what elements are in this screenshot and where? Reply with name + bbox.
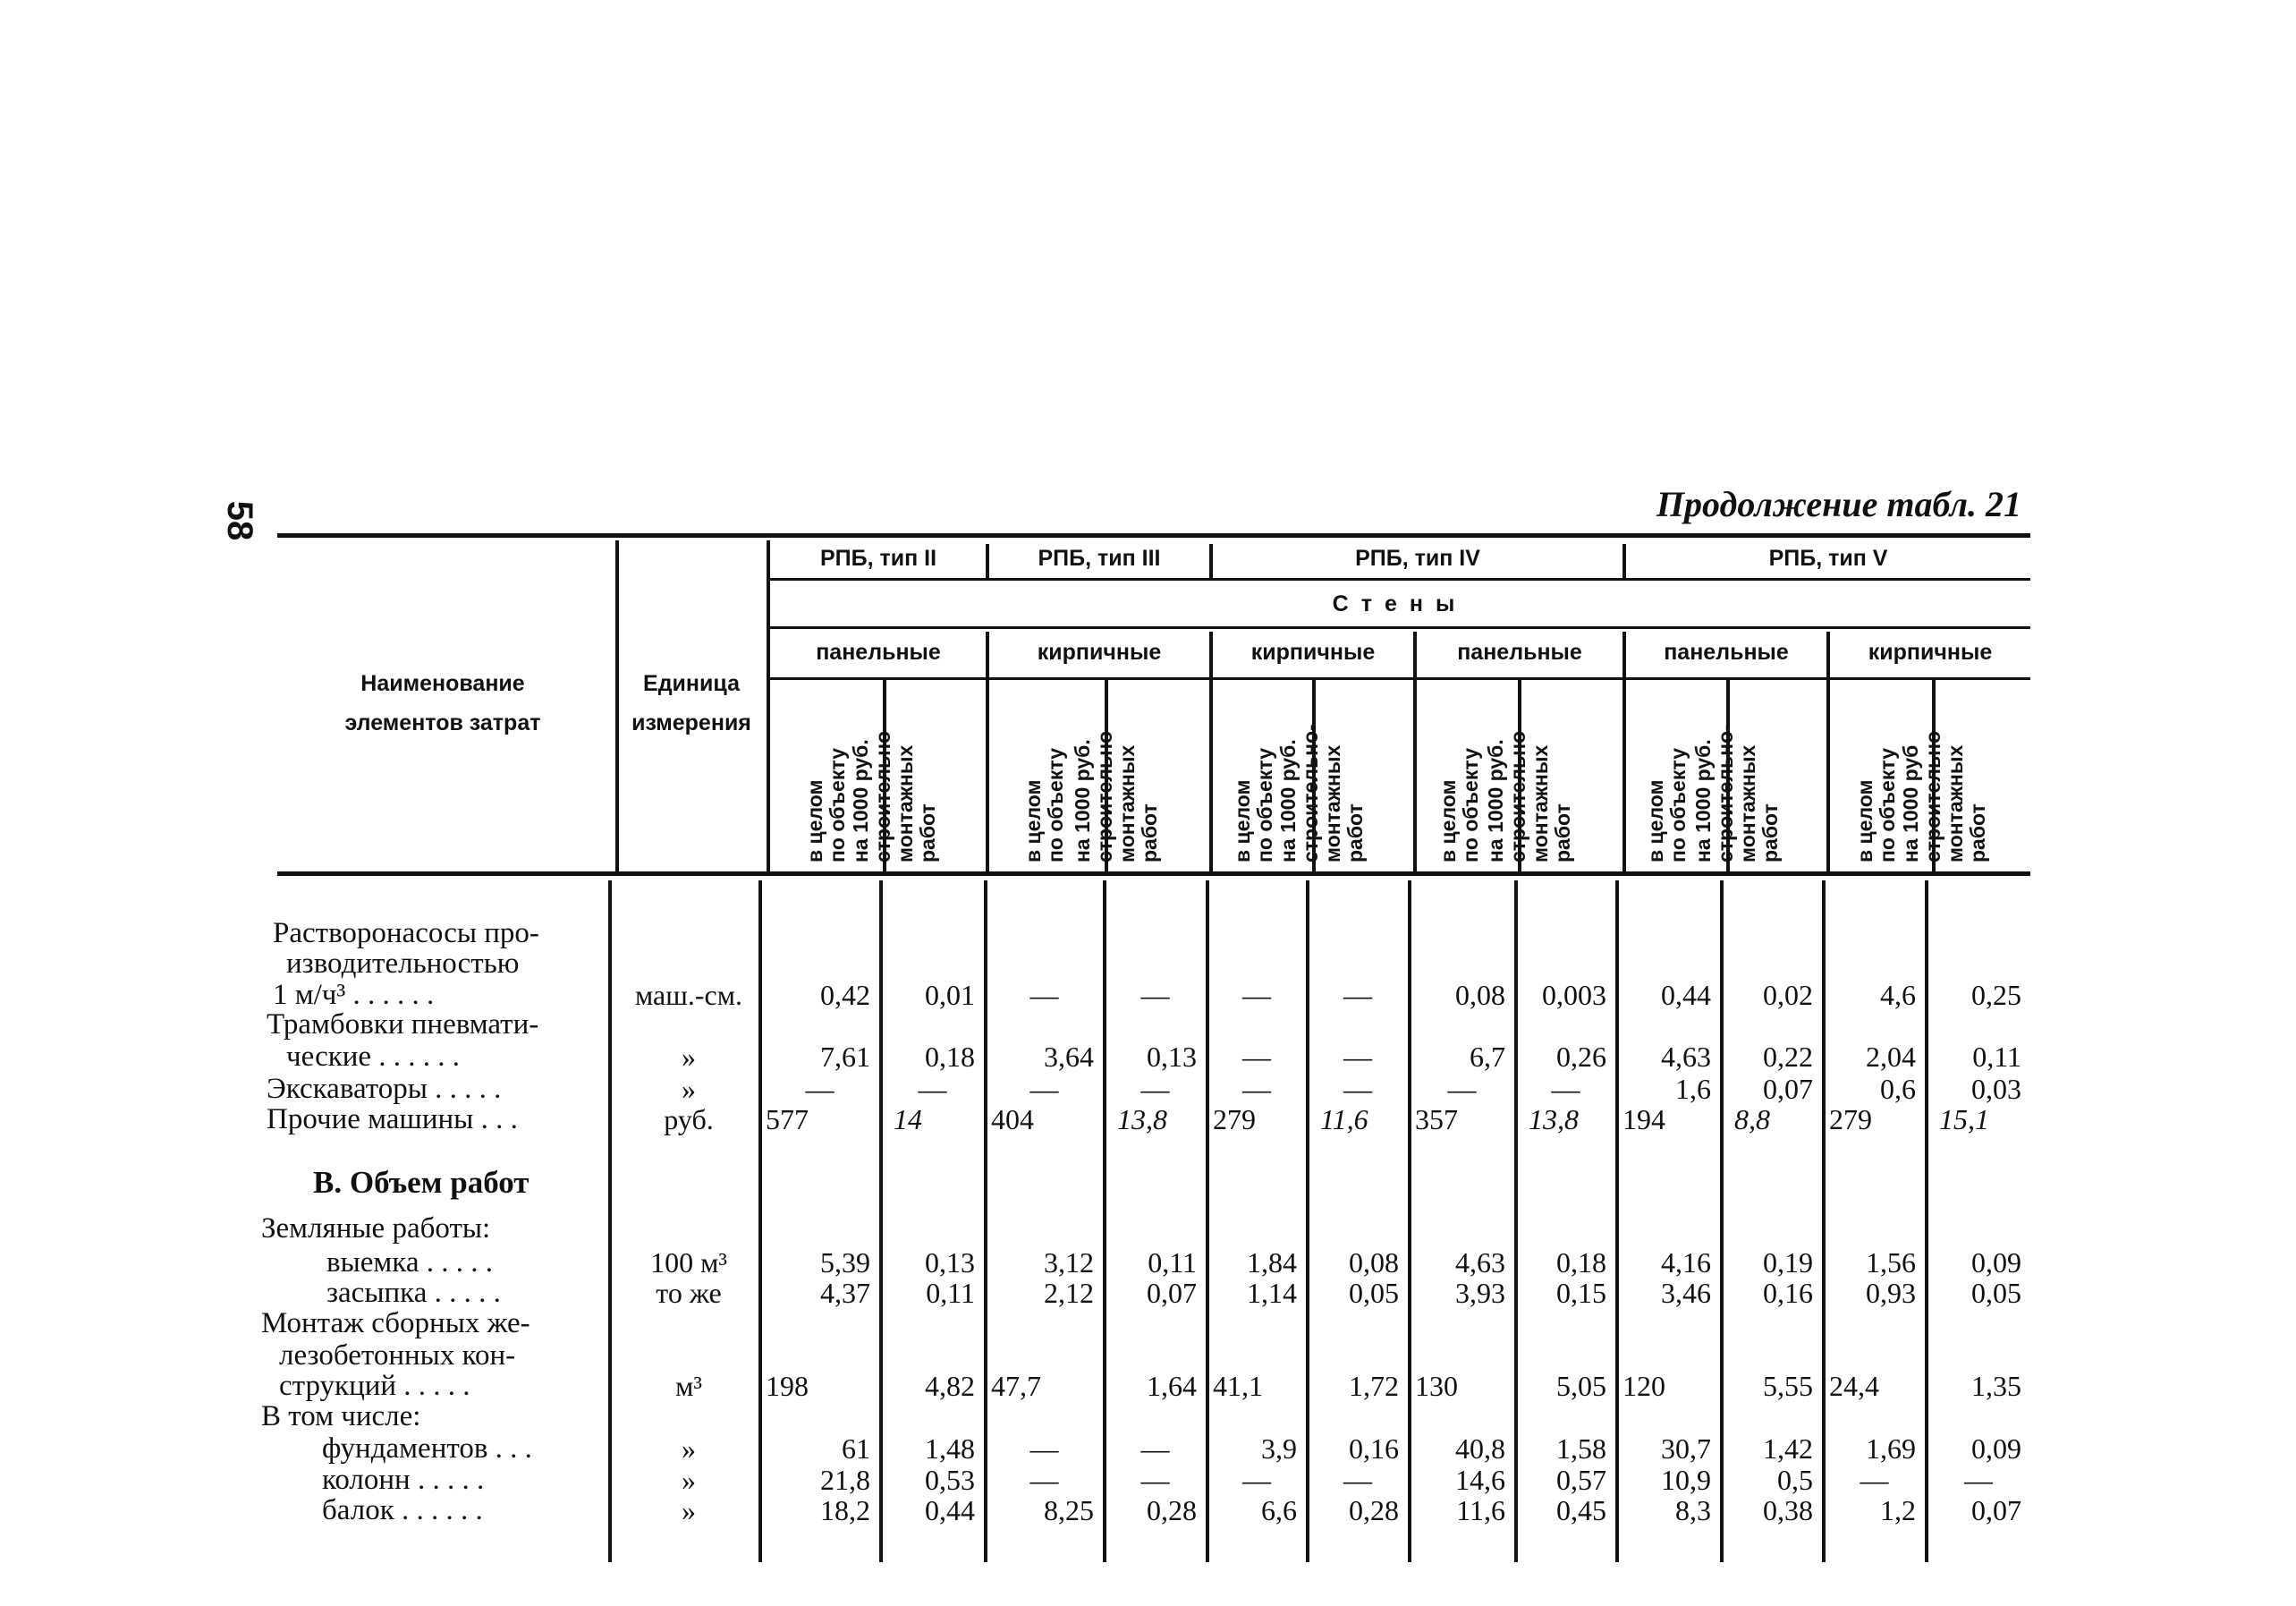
- row-name-line: Трамбовки пневмати-: [267, 1008, 539, 1041]
- row-name-line: струкций . . . . .: [279, 1370, 470, 1402]
- row-name-line: изводительностью: [286, 947, 520, 980]
- value-cell: 0,07: [1971, 1494, 2021, 1526]
- value-cell: 0,6: [1880, 1073, 1916, 1105]
- value-cell: 279: [1213, 1103, 1256, 1135]
- value-cell: 0,05: [1349, 1277, 1399, 1309]
- col-whole-header: в целом по объекту: [1853, 748, 1899, 862]
- value-cell: —: [1242, 1073, 1271, 1105]
- value-cell: 3,64: [1044, 1041, 1094, 1073]
- value-cell: 4,37: [820, 1277, 870, 1309]
- value-cell: 0,44: [925, 1494, 975, 1526]
- value-cell: 5,39: [820, 1246, 870, 1279]
- value-cell: 0,18: [925, 1041, 975, 1073]
- value-cell: 1,58: [1556, 1432, 1606, 1465]
- value-cell: —: [1140, 1073, 1170, 1105]
- value-cell: 40,8: [1455, 1432, 1505, 1465]
- value-cell: 14: [894, 1103, 922, 1135]
- col-whole-header: в целом по объекту: [1436, 748, 1482, 862]
- value-cell: 4,63: [1455, 1246, 1505, 1279]
- earth-works-label: Земляные работы:: [261, 1212, 491, 1245]
- value-cell: 13,8: [1117, 1103, 1167, 1135]
- value-cell: 0,05: [1971, 1277, 2021, 1309]
- walls-rule: [769, 626, 2030, 629]
- value-cell: 0,003: [1542, 979, 1606, 1011]
- value-cell: 0,45: [1556, 1494, 1606, 1526]
- col-whole-header: в целом по объекту: [803, 748, 849, 862]
- value-cell: 21,8: [820, 1464, 870, 1496]
- value-cell: —: [1343, 1041, 1372, 1073]
- value-cell: 0,03: [1971, 1073, 2021, 1105]
- value-cell: 0,57: [1556, 1464, 1606, 1496]
- value-cell: 1,69: [1866, 1432, 1916, 1465]
- value-cell: 130: [1415, 1370, 1458, 1402]
- wall-kind: панельные: [1457, 640, 1582, 665]
- unit-cell: руб.: [664, 1103, 714, 1135]
- col-per1000-header: на 1000 руб. строительно- монтажных работ: [1071, 724, 1161, 862]
- value-cell: —: [1029, 1073, 1059, 1105]
- value-cell: 1,72: [1349, 1370, 1399, 1402]
- unit-header: Единица измерения: [631, 671, 751, 735]
- value-cell: 357: [1415, 1103, 1458, 1135]
- value-cell: 10,9: [1661, 1464, 1711, 1496]
- value-cell: 1,6: [1675, 1073, 1711, 1105]
- value-cell: 1,35: [1971, 1370, 2021, 1402]
- col-per1000-header: на 1000 руб. строительно- монтажных работ: [1691, 724, 1782, 862]
- value-cell: 1,56: [1866, 1246, 1916, 1279]
- value-cell: 5,05: [1556, 1370, 1606, 1402]
- value-cell: 0,5: [1777, 1464, 1813, 1496]
- value-cell: 577: [766, 1103, 809, 1135]
- stub-header: Наименование элементов затрат: [344, 671, 541, 735]
- col-per1000-header: на 1000 руб. строительно- монтажных работ: [849, 724, 939, 862]
- row-name-line: колонн . . . . .: [322, 1464, 485, 1496]
- value-cell: 0,42: [820, 979, 870, 1011]
- type-header-iv: РПБ, тип IV: [1355, 546, 1480, 571]
- value-cell: 0,11: [1148, 1246, 1197, 1279]
- value-cell: —: [1029, 1464, 1059, 1496]
- unit-cell: »: [682, 1073, 696, 1105]
- types-rule: [769, 578, 2030, 581]
- value-cell: 61: [842, 1432, 870, 1465]
- page-number: 58: [220, 500, 259, 541]
- value-cell: 8,3: [1675, 1494, 1711, 1526]
- value-cell: 11,6: [1456, 1494, 1505, 1526]
- value-cell: 13,8: [1529, 1103, 1579, 1135]
- col-whole-header: в целом по объекту: [1644, 748, 1690, 862]
- value-cell: 0,11: [926, 1277, 975, 1309]
- value-cell: —: [1343, 1073, 1372, 1105]
- row-name-line: выемка . . . . .: [326, 1246, 493, 1279]
- value-cell: 14,6: [1455, 1464, 1505, 1496]
- value-cell: 0,13: [1147, 1041, 1197, 1073]
- value-cell: 0,26: [1556, 1041, 1606, 1073]
- col-per1000-header: на 1000 руб строительно монтажных работ: [1899, 730, 1989, 862]
- row-name-line: 1 м/ч³ . . . . . .: [273, 979, 435, 1011]
- value-cell: 0,13: [925, 1246, 975, 1279]
- value-cell: 18,2: [820, 1494, 870, 1526]
- value-cell: 194: [1622, 1103, 1665, 1135]
- wall-kind: кирпичные: [1250, 640, 1376, 665]
- row-name-line: Экскаваторы . . . . .: [267, 1073, 502, 1105]
- wall-kind: кирпичные: [1037, 640, 1162, 665]
- value-cell: —: [1343, 979, 1372, 1011]
- header-bottom-rule: [277, 871, 2030, 876]
- value-cell: 120: [1622, 1370, 1665, 1402]
- value-cell: 8,25: [1044, 1494, 1094, 1526]
- value-cell: 1,14: [1247, 1277, 1297, 1309]
- value-cell: 11,6: [1320, 1103, 1368, 1135]
- type-header-ii: РПБ, тип II: [819, 546, 937, 571]
- value-cell: 47,7: [991, 1370, 1041, 1402]
- value-cell: 1,64: [1147, 1370, 1197, 1402]
- type-header-v: РПБ, тип V: [1768, 546, 1888, 571]
- value-cell: —: [918, 1073, 947, 1105]
- value-cell: 0,28: [1349, 1494, 1399, 1526]
- value-cell: 15,1: [1939, 1103, 1989, 1135]
- value-cell: 0,07: [1147, 1277, 1197, 1309]
- row-name-line: Монтаж сборных же-: [261, 1307, 530, 1339]
- section-b-title: В. Объем работ: [313, 1165, 530, 1200]
- wall-kind: кирпичные: [1868, 640, 1993, 665]
- unit-cell: »: [682, 1432, 696, 1465]
- value-cell: —: [1140, 1432, 1170, 1465]
- unit-cell: »: [682, 1494, 696, 1526]
- value-cell: 0,02: [1763, 979, 1813, 1011]
- value-cell: —: [1860, 1464, 1889, 1496]
- row-name-line: балок . . . . . .: [322, 1494, 483, 1526]
- value-cell: —: [1447, 1073, 1477, 1105]
- value-cell: 4,6: [1880, 979, 1916, 1011]
- walls-header: Стены: [1332, 591, 1468, 616]
- continuation-title: Продолжение табл. 21: [1656, 484, 2021, 524]
- value-cell: 0,38: [1763, 1494, 1813, 1526]
- wall-kind: панельные: [816, 640, 941, 665]
- value-cell: 4,82: [925, 1370, 975, 1402]
- value-cell: 0,44: [1661, 979, 1711, 1011]
- unit-cell: то же: [656, 1277, 722, 1309]
- value-cell: 0,25: [1971, 979, 2021, 1011]
- value-cell: —: [1029, 1432, 1059, 1465]
- unit-cell: »: [682, 1464, 696, 1496]
- unit-cell: маш.-см.: [635, 979, 742, 1011]
- value-cell: 3,9: [1261, 1432, 1297, 1465]
- value-cell: 6,7: [1470, 1041, 1505, 1073]
- value-cell: 404: [991, 1103, 1034, 1135]
- value-cell: 4,63: [1661, 1041, 1711, 1073]
- value-cell: 1,2: [1880, 1494, 1916, 1526]
- value-cell: 4,16: [1661, 1246, 1711, 1279]
- value-cell: 0,15: [1556, 1277, 1606, 1309]
- value-cell: —: [1551, 1073, 1580, 1105]
- row-name-line: Растворонасосы про-: [273, 917, 539, 949]
- value-cell: 1,42: [1763, 1432, 1813, 1465]
- unit-cell: м³: [675, 1370, 702, 1402]
- row-name-line: ческие . . . . . .: [286, 1041, 461, 1073]
- value-cell: 3,12: [1044, 1246, 1094, 1279]
- value-cell: 6,6: [1261, 1494, 1297, 1526]
- value-cell: 7,61: [820, 1041, 870, 1073]
- type-header-iii: РПБ, тип III: [1038, 546, 1161, 571]
- row-name-line: засыпка . . . . .: [326, 1277, 501, 1309]
- including-label: В том числе:: [261, 1400, 421, 1432]
- value-cell: 0,93: [1866, 1277, 1916, 1309]
- value-cell: —: [1140, 1464, 1170, 1496]
- value-cell: 0,28: [1147, 1494, 1197, 1526]
- value-cell: 198: [766, 1370, 809, 1402]
- col-whole-header: в целом по объекту: [1021, 748, 1067, 862]
- kinds-rule: [769, 677, 2030, 680]
- value-cell: 2,12: [1044, 1277, 1094, 1309]
- value-cell: 1,84: [1247, 1246, 1297, 1279]
- row-name-line: фундаментов . . .: [322, 1432, 532, 1465]
- value-cell: —: [1343, 1464, 1372, 1496]
- body-vline: [608, 880, 612, 1562]
- value-cell: 30,7: [1661, 1432, 1711, 1465]
- value-cell: —: [805, 1073, 835, 1105]
- value-cell: 0,19: [1763, 1246, 1813, 1279]
- value-cell: —: [1242, 1464, 1271, 1496]
- value-cell: 5,55: [1763, 1370, 1813, 1402]
- value-cell: 0,08: [1455, 979, 1505, 1011]
- value-cell: 1,48: [925, 1432, 975, 1465]
- value-cell: 0,18: [1556, 1246, 1606, 1279]
- value-cell: 8,8: [1734, 1103, 1770, 1135]
- wall-kind: панельные: [1664, 640, 1789, 665]
- value-cell: 0,09: [1971, 1246, 2021, 1279]
- col-whole-header: в целом по объекту: [1231, 748, 1276, 862]
- value-cell: 0,53: [925, 1464, 975, 1496]
- col-per1000-header: на 1000 руб. строительно- монтажных работ: [1276, 724, 1367, 862]
- row-name-line: Прочие машины . . .: [267, 1103, 518, 1135]
- unit-cell: »: [682, 1041, 696, 1073]
- value-cell: 0,01: [925, 979, 975, 1011]
- row-name-line: лезобетонных кон-: [279, 1339, 516, 1372]
- value-cell: 0,08: [1349, 1246, 1399, 1279]
- value-cell: —: [1029, 979, 1059, 1011]
- value-cell: 0,16: [1349, 1432, 1399, 1465]
- value-cell: 3,93: [1455, 1277, 1505, 1309]
- value-cell: 2,04: [1866, 1041, 1916, 1073]
- unit-cell: 100 м³: [650, 1246, 727, 1279]
- value-cell: 3,46: [1661, 1277, 1711, 1309]
- value-cell: —: [1140, 979, 1170, 1011]
- value-cell: —: [1964, 1464, 1993, 1496]
- value-cell: —: [1242, 1041, 1271, 1073]
- value-cell: 0,22: [1763, 1041, 1813, 1073]
- value-cell: 24,4: [1829, 1370, 1879, 1402]
- value-cell: 279: [1829, 1103, 1872, 1135]
- value-cell: 0,07: [1763, 1073, 1813, 1105]
- value-cell: 0,09: [1971, 1432, 2021, 1465]
- value-cell: 0,11: [1972, 1041, 2021, 1073]
- value-cell: —: [1242, 979, 1271, 1011]
- top-rule: [277, 533, 2030, 538]
- value-cell: 0,16: [1763, 1277, 1813, 1309]
- col-per1000-header: на 1000 руб. строительно- монтажных работ: [1484, 724, 1574, 862]
- value-cell: 41,1: [1213, 1370, 1263, 1402]
